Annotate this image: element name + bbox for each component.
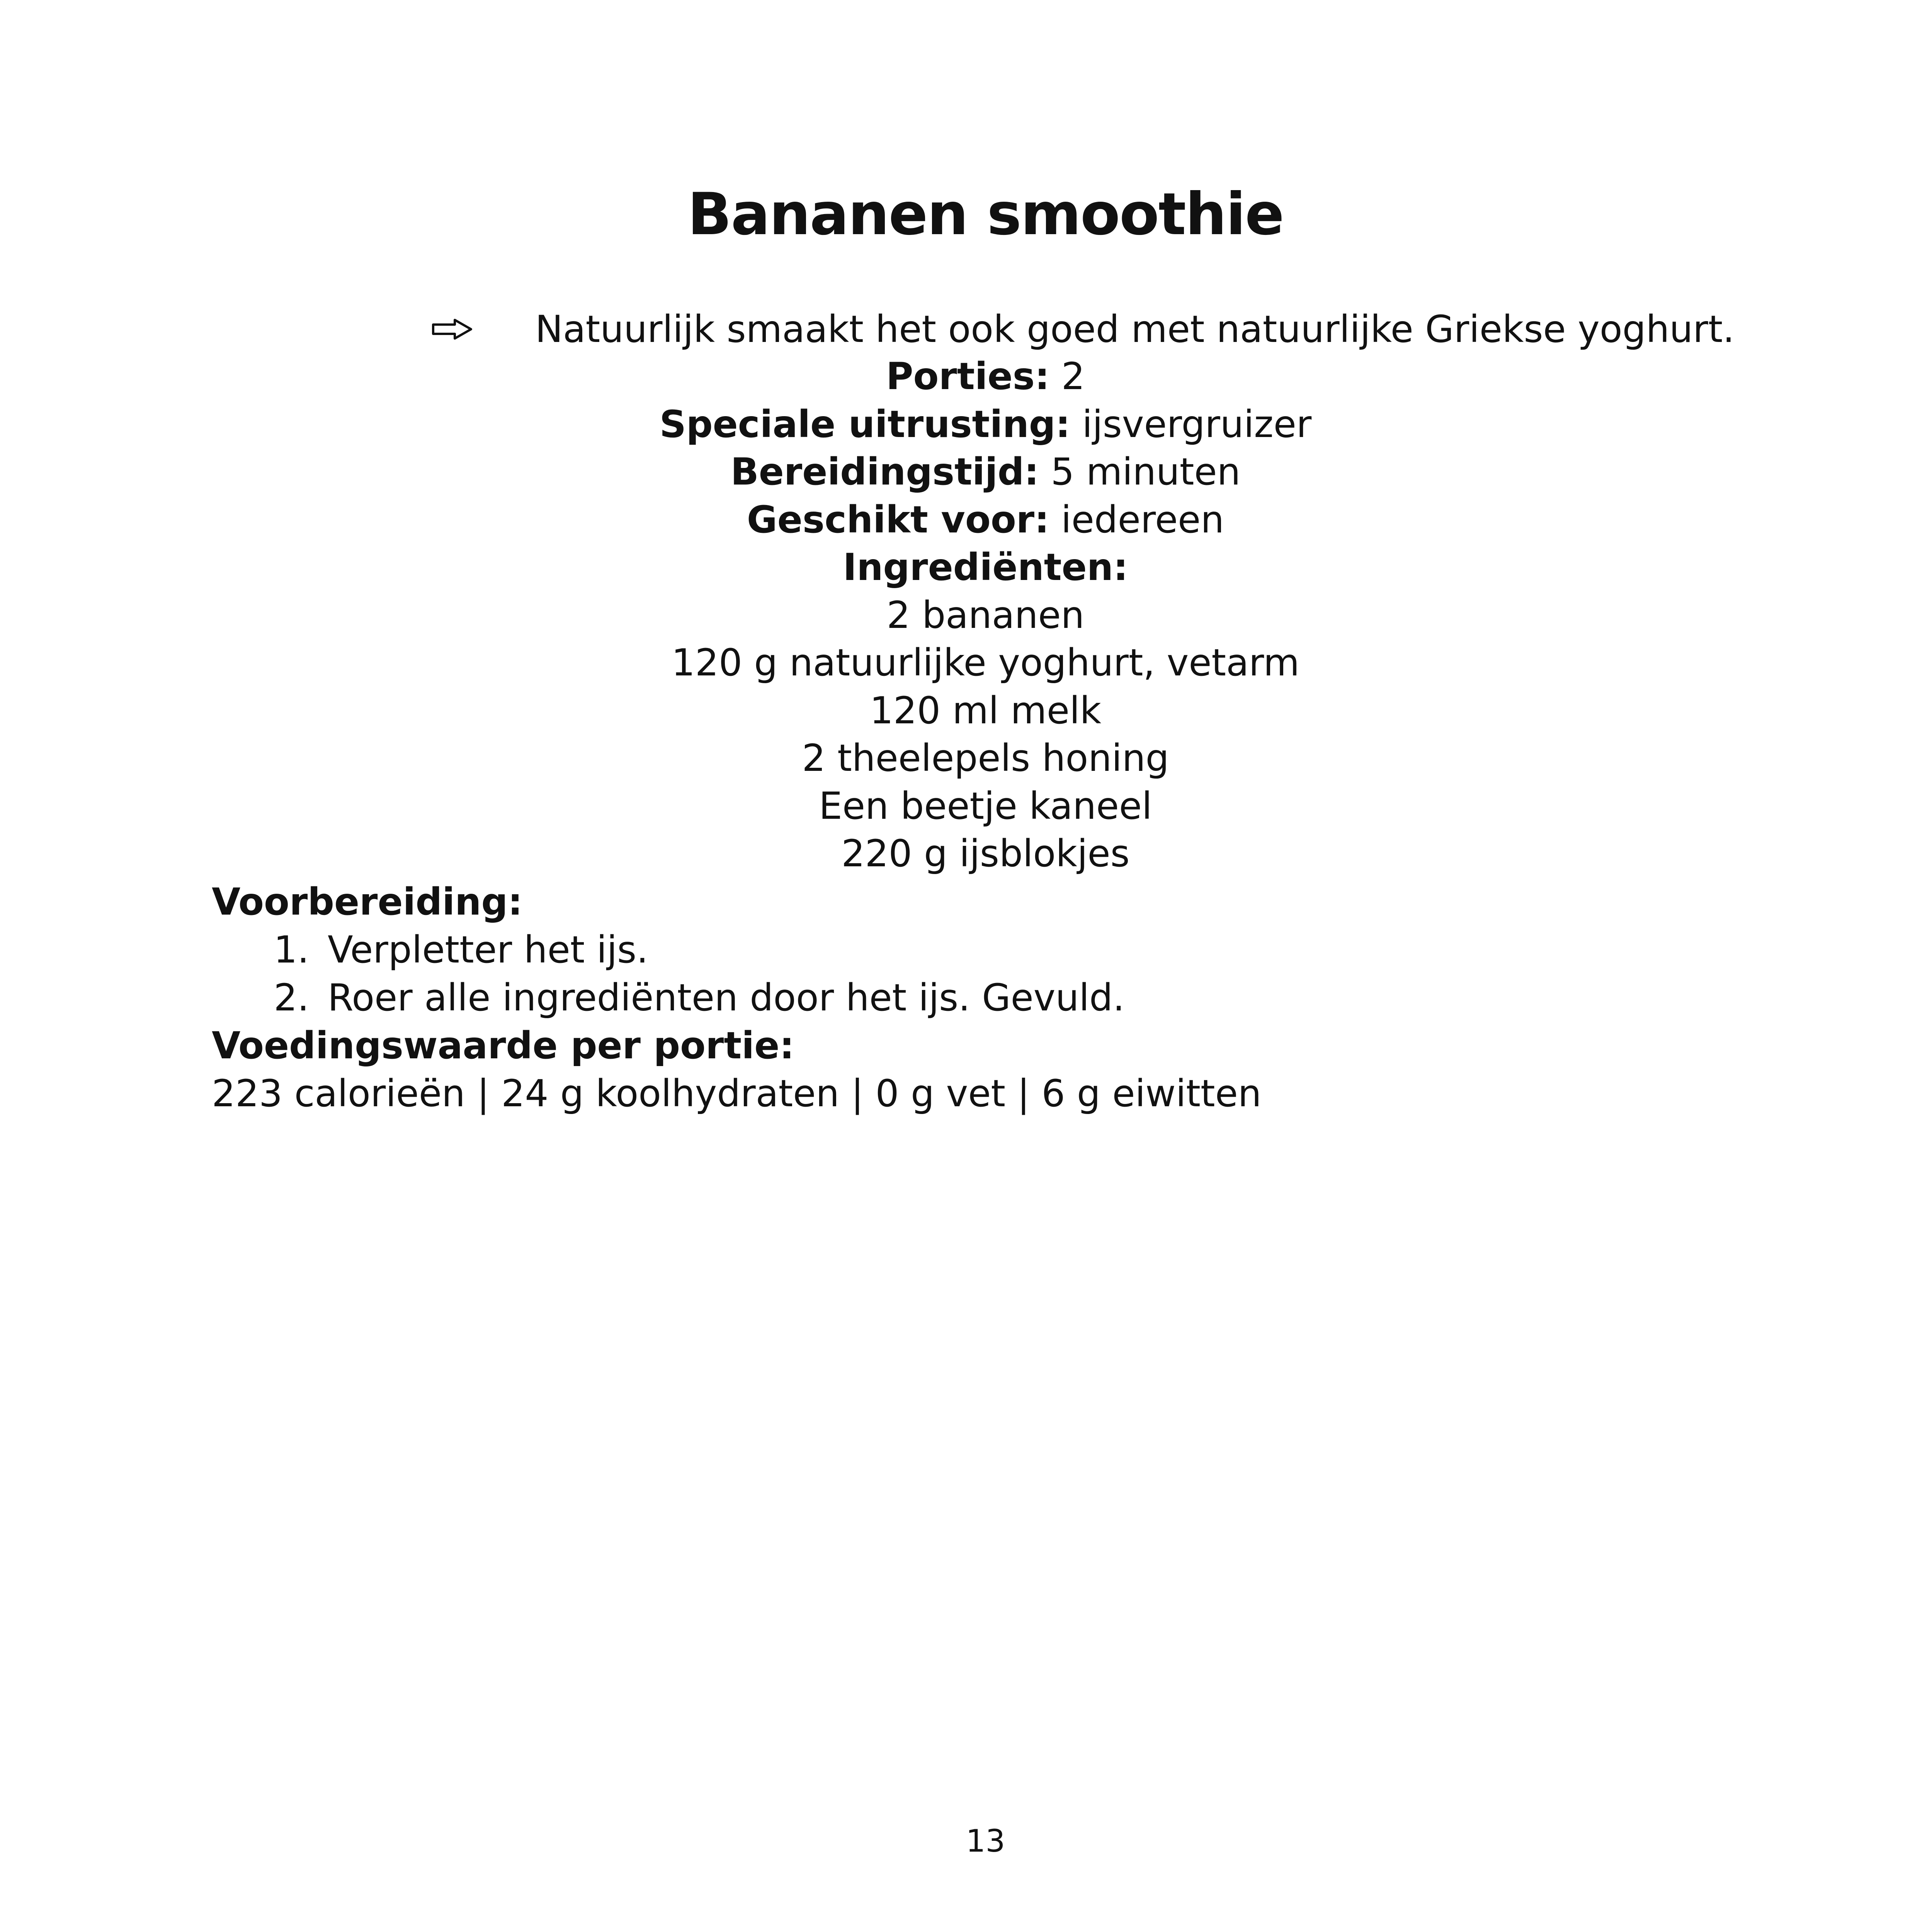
bereidingstijd-label: Bereidingstijd: bbox=[730, 450, 1039, 493]
porties-label: Porties: bbox=[886, 355, 1050, 398]
preparation-heading: Voorbereiding: bbox=[212, 880, 523, 923]
nutrition-values: 223 calorieën | 24 g koolhydraten | 0 g vet | 6 g eiwitten bbox=[212, 1072, 1262, 1115]
recipe-summary bbox=[0, 353, 1932, 878]
tip-text: Natuurlijk smaakt het ook goed met natuurlijke Griekse yoghurt. bbox=[535, 307, 1735, 351]
step-number: 2. bbox=[274, 976, 309, 1019]
ingredient-item: 220 g ijsblokjes bbox=[841, 832, 1130, 875]
uitrusting-value: ijsvergruizer bbox=[1082, 402, 1312, 446]
uitrusting-label: Speciale uitrusting: bbox=[659, 402, 1070, 446]
preparation-step bbox=[212, 926, 1757, 974]
preparation-section bbox=[212, 878, 1757, 1117]
tip-line bbox=[431, 305, 1735, 353]
ingredient-item: 2 bananen bbox=[886, 593, 1085, 637]
porties-line bbox=[0, 353, 1932, 401]
recipe-title: Bananen smoothie bbox=[687, 181, 1284, 248]
uitrusting-line bbox=[0, 401, 1932, 449]
bereidingstijd-value: 5 minuten bbox=[1051, 450, 1241, 493]
ingredient-item: 120 g natuurlijke yoghurt, vetarm bbox=[671, 641, 1300, 684]
step-text: Roer alle ingrediënten door het ijs. Gevuld. bbox=[328, 976, 1125, 1019]
ingredient-item: Een beetje kaneel bbox=[819, 784, 1152, 828]
porties-value: 2 bbox=[1061, 355, 1085, 398]
preparation-step bbox=[212, 974, 1757, 1022]
step-number: 1. bbox=[274, 928, 309, 971]
ingredient-item: 2 theelepels honing bbox=[802, 736, 1169, 780]
nutrition-heading: Voedingswaarde per portie: bbox=[212, 1024, 794, 1067]
step-text: Verpletter het ijs. bbox=[328, 928, 648, 971]
arrow-right-outline-icon bbox=[431, 318, 473, 341]
page-number: 13 bbox=[966, 1823, 1005, 1859]
geschikt-label: Geschikt voor: bbox=[747, 498, 1049, 541]
ingredients-heading: Ingrediënten: bbox=[843, 546, 1128, 589]
bereidingstijd-line bbox=[0, 448, 1932, 496]
geschikt-line bbox=[0, 496, 1932, 544]
ingredient-item: 120 ml melk bbox=[869, 689, 1102, 732]
geschikt-value: iedereen bbox=[1061, 498, 1225, 541]
